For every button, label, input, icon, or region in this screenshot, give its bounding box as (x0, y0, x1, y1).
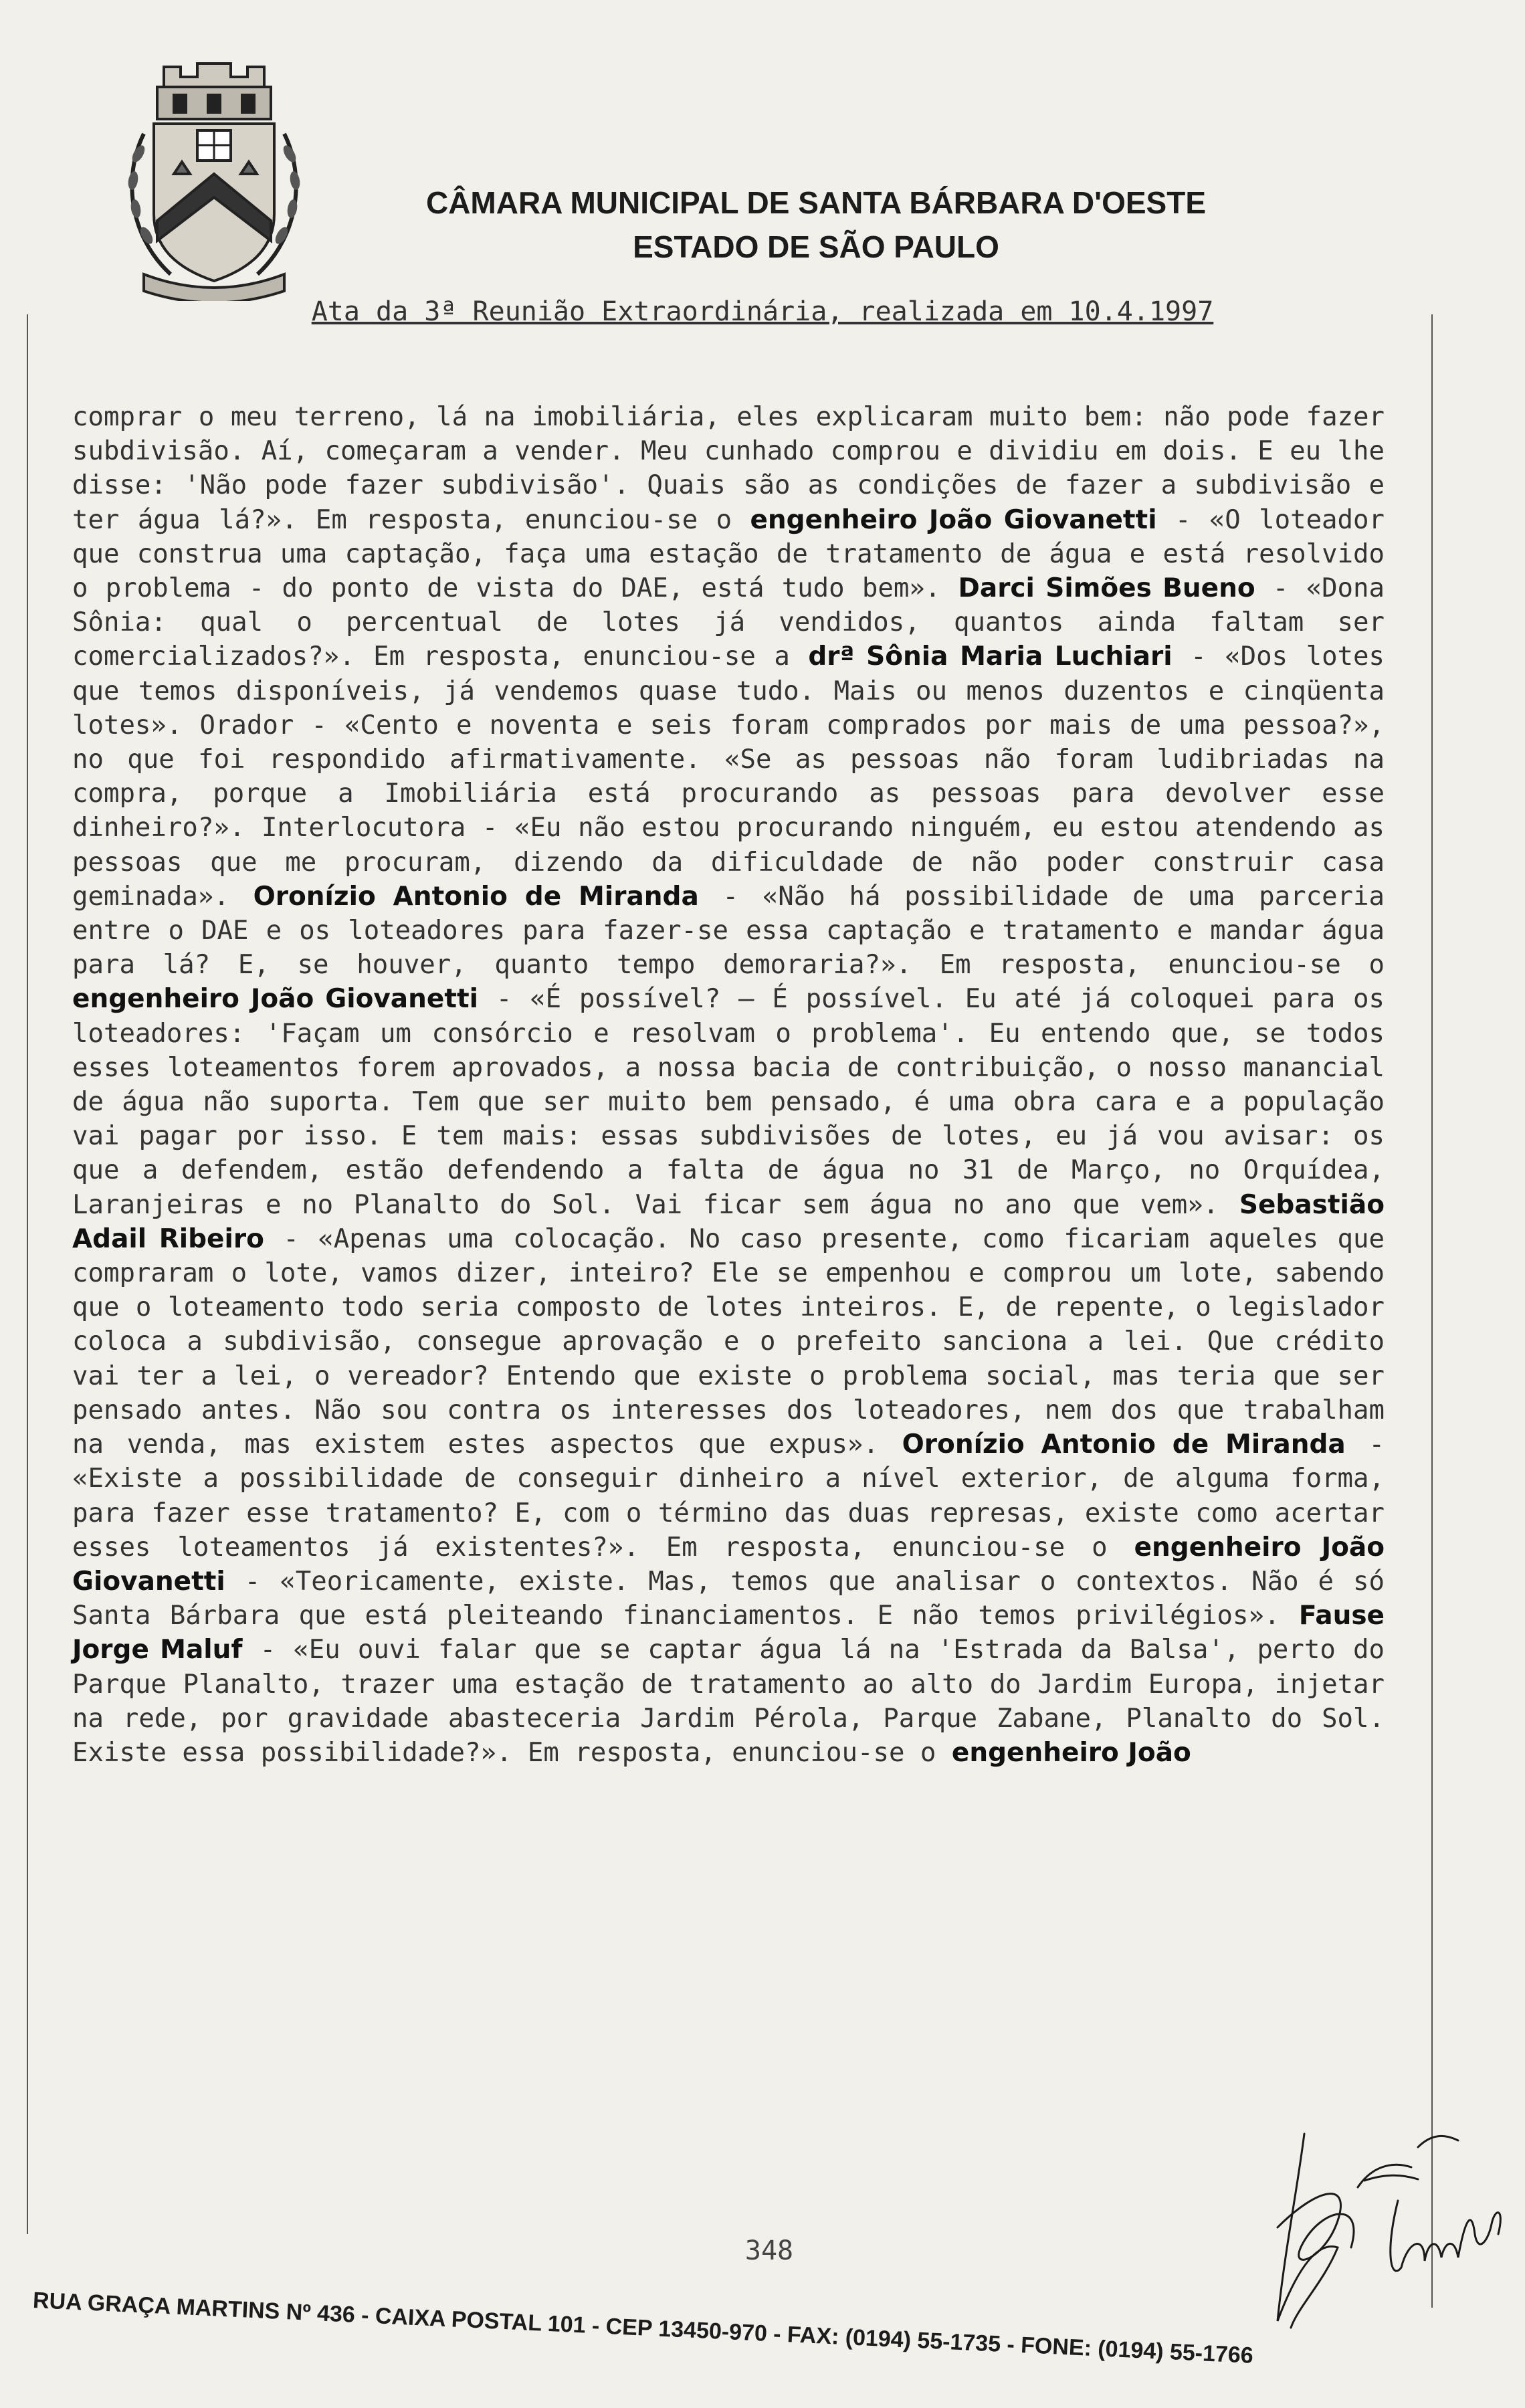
speaker-name: engenheiro João Giovanetti (72, 984, 478, 1015)
body-text-segment: - «Dos lotes que temos disponíveis, já vendemos quase tudo. Mais ou menos duzentos e cinqüenta lotes». Orador - «Cento e noventa e seis foram comprados por mais de uma pessoa?», no que foi respondido afirmativamente. «Se as pessoas não foram ludibriadas na compra, porque a Imobiliária está procurando as pessoas para devolver esse dinheiro?». Interlocutora - «Eu não estou procurando ninguém, eu estou atendendo as pessoas que me procuram, dizendo da dificuldade de não poder construir casa geminada». (72, 641, 1385, 912)
left-margin-rule (27, 314, 28, 2234)
institution-header (308, 181, 1324, 269)
page-number: 348 (744, 2235, 794, 2266)
minutes-title: Ata da 3ª Reunião Extraordinária, realizada em 10.4.1997 (311, 296, 1214, 327)
speaker-name: Oronízio Antonio de Miranda (902, 1429, 1346, 1460)
footer-contact-line: RUA GRAÇA MARTINS Nº 436 - CAIXA POSTAL 101 - CEP 13450-970 - FAX: (0194) 55-1735 - FONE: (0194) 55-1766 (32, 2288, 1254, 2369)
municipal-coat-of-arms (117, 60, 311, 301)
body-text-segment: - «Eu ouvi falar que se captar água lá na 'Estrada da Balsa', perto do Parque Planalto, trazer uma estação de tratamento ao alto do Jardim Europa, injetar na rede, por gravidade abasteceria Jardim Pérola, Parque Zabane, Planalto do Sol. Existe essa possibilidade?». Em resposta, enunciou-se o (72, 1635, 1385, 1768)
body-text-segment: - «Não há possibilidade de uma parceria entre o DAE e os loteadores para fazer-se essa captação e tratamento e mandar água para lá? E, se houver, quanto tempo demoraria?». Em resposta, enunciou-se o (72, 881, 1385, 981)
speaker-name: drª Sônia Maria Luchiari (808, 641, 1173, 672)
institution-name: CÂMARA MUNICIPAL DE SANTA BÁRBARA D'OESTE (425, 185, 1207, 220)
state-name: ESTADO DE SÃO PAULO (633, 229, 999, 264)
speaker-name: engenheiro João (951, 1737, 1191, 1768)
body-text-segment: - «Teoricamente, existe. Mas, temos que analisar o contextos. Não é só Santa Bárbara que está pleiteando financiamentos. E não temos privilégios». (72, 1566, 1385, 1631)
speaker-name: Darci Simões Bueno (958, 573, 1255, 604)
minutes-body (72, 400, 1385, 1770)
address-footer (32, 2288, 1438, 2369)
speaker-name: Fause Jorge Maluf (72, 1601, 1385, 1666)
speaker-name: engenheiro João Giovanetti (72, 1532, 1385, 1597)
right-margin-rule (1431, 314, 1433, 2308)
body-text-segment: - «Dona Sônia: qual o percentual de lotes já vendidos, quantos ainda faltam ser comercializados?». Em resposta, enunciou-se a (72, 573, 1385, 672)
speaker-name: engenheiro João Giovanetti (750, 504, 1157, 535)
body-text-segment: comprar o meu terreno, lá na imobiliária, eles explicaram muito bem: não pode fazer subdivisão. Aí, começaram a vender. Meu cunhado comprou e dividiu em dois. E eu lhe disse: 'Não pode fazer subdivisão'. Quais são as condições de fazer a subdivisão e ter água lá?». Em resposta, enunciou-se o (72, 402, 1385, 535)
body-text-segment: - «Existe a possibilidade de conseguir dinheiro a nível exterior, de alguma forma, para fazer esse tratamento? E, com o término das duas represas, existe como acertar esses loteamentos já existentes?». Em resposta, enunciou-se o (72, 1429, 1385, 1563)
body-text-segment: - «Apenas uma colocação. No caso presente, como ficariam aqueles que compraram o lote, vamos dizer, inteiro? Ele se empenhou e comprou um lote, sabendo que o loteamento todo seria composto de lotes inteiros. E, de repente, o legislador coloca a subdivisão, consegue aprovação e o prefeito sanciona a lei. Que crédito vai ter a lei, o vereador? Entendo que existe o problema social, mas teria que ser pensado antes. Não sou contra os interesses dos loteadores, nem dos que trabalham na venda, mas existem estes aspectos que expus». (72, 1223, 1385, 1460)
body-text-segment: - «O loteador que construa uma captação, faça uma estação de tratamento de água e está resolvido o problema - do ponto de vista do DAE, está tudo bem». (72, 504, 1385, 604)
speaker-name: Sebastião Adail Ribeiro (72, 1189, 1385, 1254)
speaker-name: Oronízio Antonio de Miranda (253, 881, 699, 912)
body-text-segment: - «É possível? — É possível. Eu até já coloquei para os loteadores: 'Façam um consórcio e resolvam o problema'. Eu entendo que, se todos esses loteamentos forem aprovados, a nossa bacia de contribuição, o nosso manancial de água não suporta. Tem que ser muito bem pensado, é uma obra cara e a população vai pagar por isso. E tem mais: essas subdivisões de lotes, eu já vou avisar: os que a defendem, estão defendendo a falta de água no 31 de Março, no Orquídea, Laranjeiras e no Planalto do Sol. Vai ficar sem água no ano que vem». (72, 984, 1385, 1220)
